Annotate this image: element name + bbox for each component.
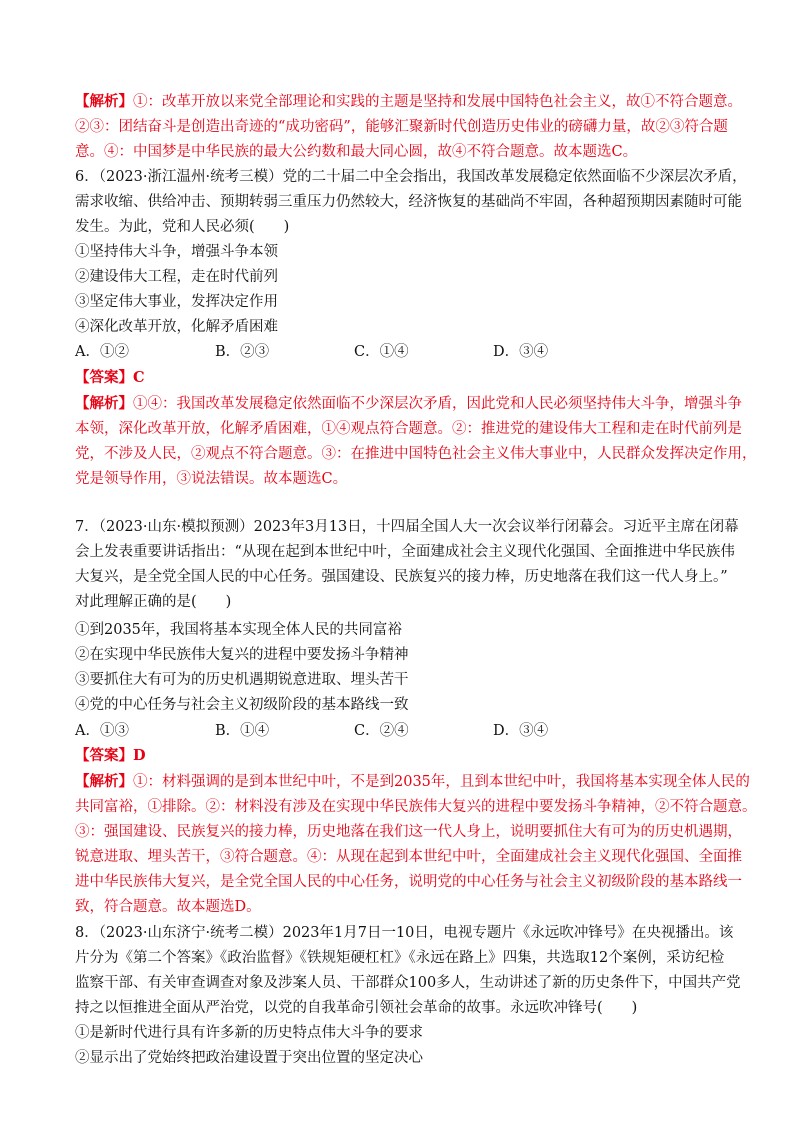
q6-statement-4: ④深化改革开放，化解矛盾困难 (75, 319, 278, 335)
q7-option-b: B．①④ (215, 723, 270, 739)
q6-option-d: D．③④ (493, 344, 549, 360)
q8-statement-1: ①是新时代进行具有许多新的历史特点伟大斗争的要求 (75, 1025, 423, 1041)
analysis-label: 【解析】 (75, 773, 133, 790)
q6-stem-line-1: 6．（2023·浙江温州·统考三模）党的二十届二中全会指出，我国改革发展稳定依然面临不少深层次矛盾， (75, 169, 747, 185)
q7-analysis-line-3: ③：强国建设、民族复兴的接力棒，历史地落在我们这一代人身上，说明要抓住大有可为的历史机遇期， (75, 824, 742, 840)
q6-option-b: B．②③ (215, 344, 270, 360)
q8-statement-2: ②显示出了党始终把政治建设置于突出位置的坚定决心 (75, 1050, 423, 1066)
analysis-label: 【解析】 (75, 93, 133, 110)
q7-answer-value: D (133, 747, 146, 764)
q7-option-d: D．③④ (493, 723, 549, 739)
q7-analysis-line-1: 【解析】①：材料强调的是到本世纪中叶，不是到2035年，且到本世纪中叶，我国将基本实现全体人民的 (75, 773, 750, 790)
answer-label: 【答案】 (75, 369, 133, 386)
q7-stem-line-3: 大复兴，是全党全国人民的中心任务。强国建设、民族复兴的接力棒，历史地落在我们这一代人身上。” (75, 569, 728, 585)
q8-stem-line-3: 监察干部、有关审查调查对象及涉案人员、干部群众100多人，生动讲述了新的历史条件下，中国共产党 (75, 975, 741, 991)
q7-statement-4: ④党的中心任务与社会主义初级阶段的基本路线一致 (75, 697, 409, 713)
q7-option-c: C．②④ (354, 723, 409, 739)
q5-analysis-line-1: 【解析】①：改革开放以来党全部理论和实践的主题是坚持和发展中国特色社会主义，故①不符合题意。 (75, 93, 742, 110)
q7-stem-line-2: 会上发表重要讲话指出：“从现在起到本世纪中叶，全面建成社会主义现代化强国、全面推进中华民族伟 (75, 544, 735, 560)
q8-stem-line-2: 片分为《第二个答案》《政治监督》《铁规矩硬杠杠》《永远在路上》四集，共选取12个案例，采访纪检 (75, 950, 725, 966)
q6-option-c: C．①④ (354, 344, 409, 360)
q7-analysis-line-6: 致，符合题意。故本题选D。 (75, 899, 261, 915)
q8-stem-line-1: 8．（2023·山东济宁·统考二模）2023年1月7日一10日，电视专题片《永远吹冲锋号》在央视播出。该 (75, 925, 734, 941)
q7-statement-2: ②在实现中华民族伟大复兴的进程中要发扬斗争精神 (75, 647, 409, 663)
q5-analysis-line-2: ②③：团结奋斗是创造出奇迹的“成功密码”，能够汇聚新时代创造历史伟业的磅礴力量，故②③符合题 (75, 119, 728, 135)
analysis-label: 【解析】 (75, 395, 133, 412)
q7-analysis-line-4: 锐意进取、埋头苦干，③符合题意。④：从现在起到本世纪中叶，全面建成社会主义现代化强国、全面推 (75, 849, 742, 865)
q5-analysis-line-3: 意。④：中国梦是中华民族的最大公约数和最大同心圆，故④不符合题意。故本题选C。 (75, 144, 638, 160)
q6-answer (75, 367, 145, 389)
q7-statement-1: ①到2035年，我国将基本实现全体人民的共同富裕 (75, 622, 402, 638)
q7-option-a: A．①③ (75, 723, 129, 739)
q6-analysis-line-4: 党是领导作用，③说法错误。故本题选C。 (75, 471, 348, 487)
q6-statement-1: ①坚持伟大斗争，增强斗争本领 (75, 244, 278, 260)
q6-analysis-line-1: 【解析】①④：我国改革发展稳定依然面临不少深层次矛盾，因此党和人民必须坚持伟大斗争，增强斗争 (75, 395, 742, 412)
q7-statement-3: ③要抓住大有可为的历史机遇期锐意进取、埋头苦干 (75, 672, 409, 688)
q8-stem-line-4: 持之以恒推进全面从严治党，以党的自我革命引领社会革命的故事。永远吹冲锋号( ) (75, 1000, 638, 1016)
q6-statement-3: ③坚定伟大事业，发挥决定作用 (75, 294, 278, 310)
q6-analysis-line-3: 党，不涉及人民，②观点不符合题意。③：在推进中国特色社会主义伟大事业中，人民群众发挥决定作用， (75, 446, 757, 462)
q6-option-a: A．①② (75, 344, 129, 360)
q6-stem-line-3: 发生。为此，党和人民必须( ) (75, 219, 290, 235)
q6-analysis-line-2: 本领，深化改革开放，化解矛盾困难，①④观点符合题意。②：推进党的建设伟大工程和走在时代前列是 (75, 421, 742, 437)
q7-analysis-line-2: 共同富裕，①排除。②：材料没有涉及在实现中华民族伟大复兴的进程中要发扬斗争精神，②不符合题意。 (75, 799, 757, 815)
q6-statement-2: ②建设伟大工程，走在时代前列 (75, 269, 278, 285)
q7-analysis-line-5: 进中华民族伟大复兴，是全党全国人民的中心任务，说明党的中心任务与社会主义初级阶段的基本路线一 (75, 874, 742, 890)
q6-stem-line-2: 需求收缩、供给冲击、预期转弱三重压力仍然较大，经济恢复的基础尚不牢固，各种超预期因素随时可能 (75, 194, 742, 210)
q7-answer (75, 745, 146, 767)
q7-stem-line-4: 对此理解正确的是( ) (75, 594, 232, 610)
answer-label: 【答案】 (75, 747, 133, 764)
q7-stem-line-1: 7．（2023·山东·模拟预测）2023年3月13日，十四届全国人大一次会议举行闭幕会。习近平主席在闭幕 (75, 519, 739, 535)
q6-answer-value: C (133, 369, 145, 386)
